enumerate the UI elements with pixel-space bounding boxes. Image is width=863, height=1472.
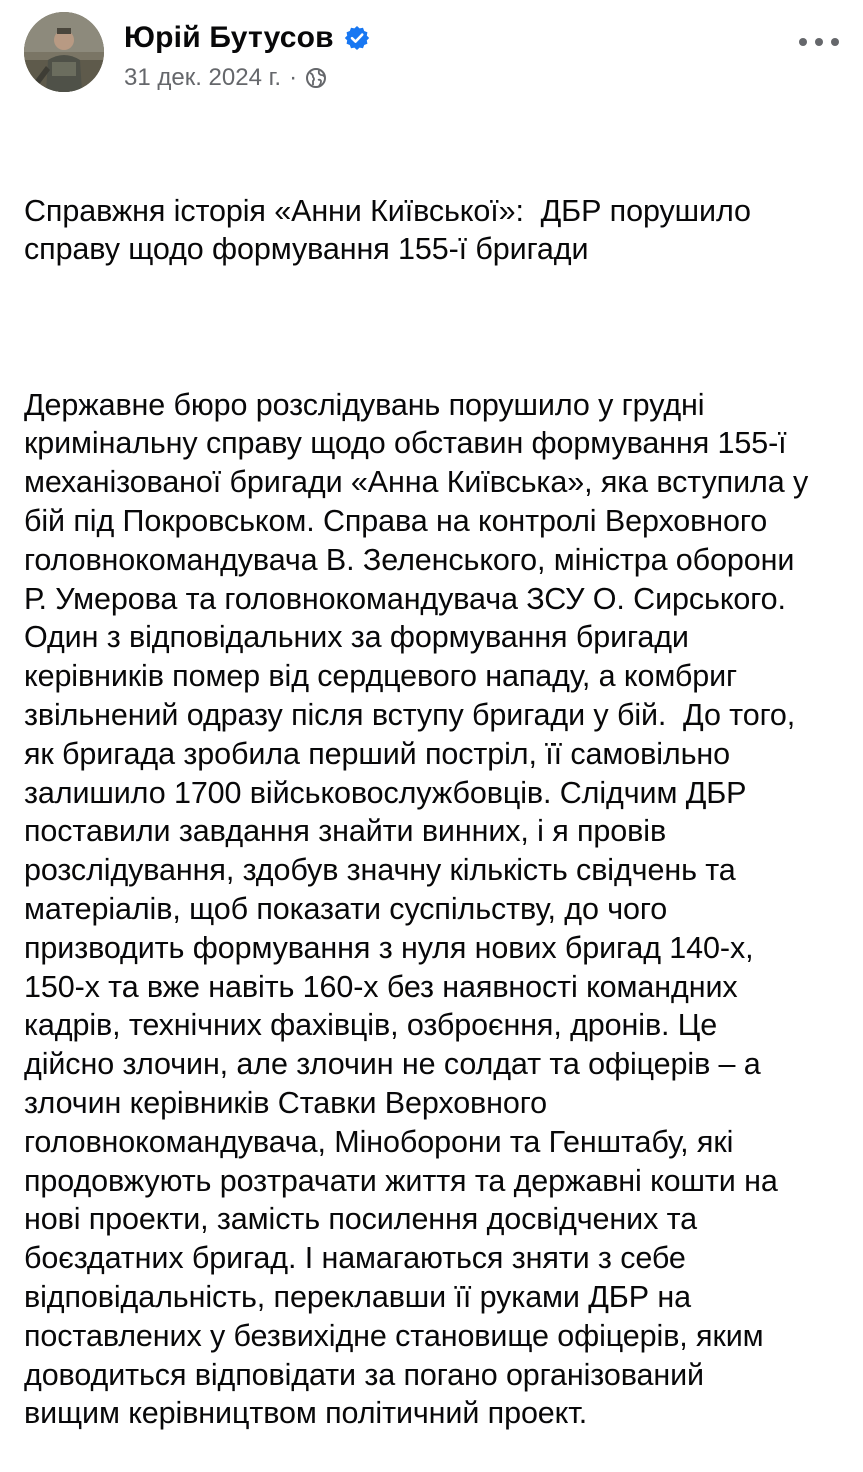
- more-options-icon[interactable]: [799, 32, 839, 52]
- avatar-photo: [24, 12, 104, 92]
- post-title: Справжня історія «Анни Київської»: ДБР порушило справу щодо формування 155-ї бригади: [24, 193, 751, 267]
- author-name-text: Юрій Бутусов: [124, 21, 334, 54]
- verified-badge-icon: [344, 25, 370, 51]
- more-dot: [815, 38, 823, 46]
- author-name[interactable]: [124, 21, 370, 55]
- more-dot: [831, 38, 839, 46]
- globe-icon[interactable]: [305, 67, 327, 89]
- post-body: [24, 114, 844, 1472]
- post-header: [24, 12, 839, 92]
- more-dot: [799, 38, 807, 46]
- meta-separator: ·: [289, 64, 298, 91]
- post-meta: [124, 64, 327, 92]
- post-text: Державне бюро розслідувань порушило у грудні кримінальну справу щодо обставин формування 155-ї механізованої бригади «Анна Київська», яка вступила у бій під Покровськом. Справа на контролі Верховного головнокомандувача В. Зеленського, міністра оборони Р. Умерова та головнокомандувача ЗСУ О. Сирського. Один з відповідальних за формування бригади керівників помер від сердцевого нападу, а комбриг звільнений одразу після вступу бригади у бій. До того, як бригада зробила перший постріл, її самовільно залишило 1700 військовослужбовців. Слідчим ДБР поставили завдання знайти винних, і я провів розслідування, здобув значну кількість свідчень та матеріалів, щоб показати суспільству, до чого призводить формування з нуля нових бригад 140-х, 150-х та вже навіть 160-х без наявності командних кадрів, технічних фахівців, озброєння, дронів. Це дійсно злочин, але злочин не солдат та офіцерів – а злочин керівників Ставки Верховного головнокомандувача, Міноборони та Генштабу, які продовжують розтрачати життя та державні кошти на нові проекти, замість посилення досвідчених та боєздатних бригад. І намагаються зняти з себе відповідальність, переклавши її руками ДБР на поставлених у безвихідне становище офіцерів, яким доводиться відповідати за погано організований вищим керівництвом політичний проект.: [24, 387, 809, 1431]
- post-date[interactable]: 31 дек. 2024 г.: [124, 64, 282, 91]
- author-avatar[interactable]: [24, 12, 104, 92]
